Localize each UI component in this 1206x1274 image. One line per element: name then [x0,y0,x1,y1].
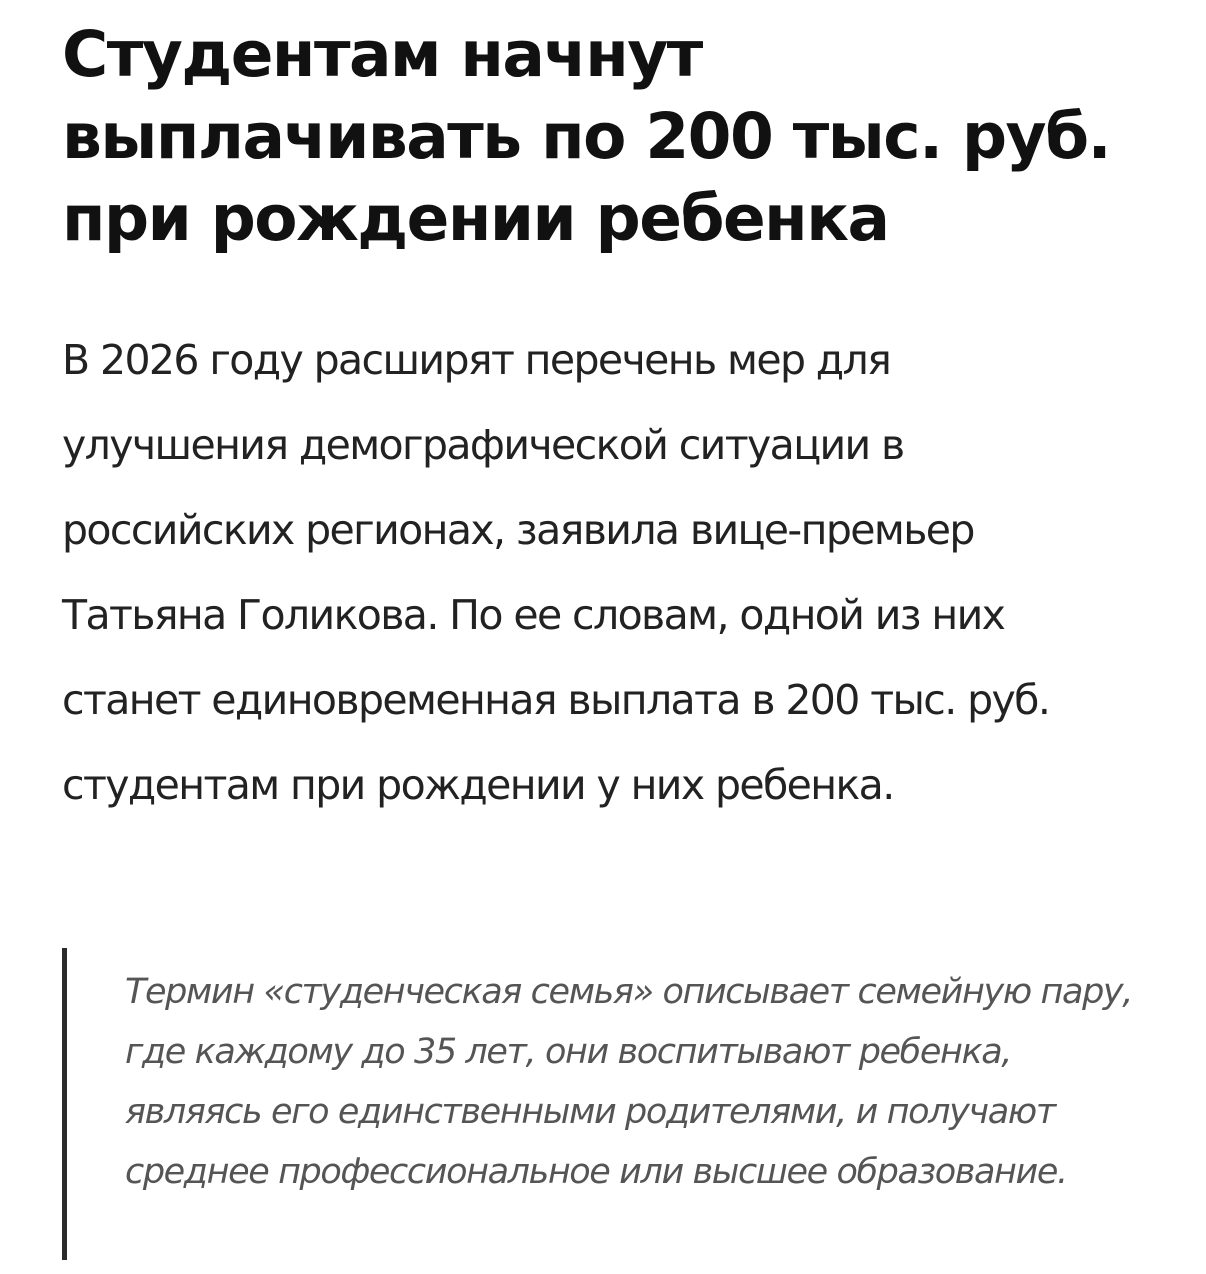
article-lead-paragraph: В 2026 году расширят перечень мер для улучшения демографической ситуации в российских регионах, заявила вице-премьер Татьяна Голикова. По ее словам, одной из них станет единовременная выплата в 200 тыс. руб. студентам при рождении у них ребенка. [62,336,1050,809]
article [62,14,1172,828]
blockquote-text: Термин «студенческая семья» описывает семейную пару, где каждому до 35 лет, они воспитывают ребенка, являясь его единственными родителями, и получают среднее профессиональное или высшее образование. [125,972,1132,1192]
article-headline: Студентам начнут выплачивать по 200 тыс. руб. при рождении ребенка [62,18,1111,255]
article-blockquote [62,948,1172,1260]
